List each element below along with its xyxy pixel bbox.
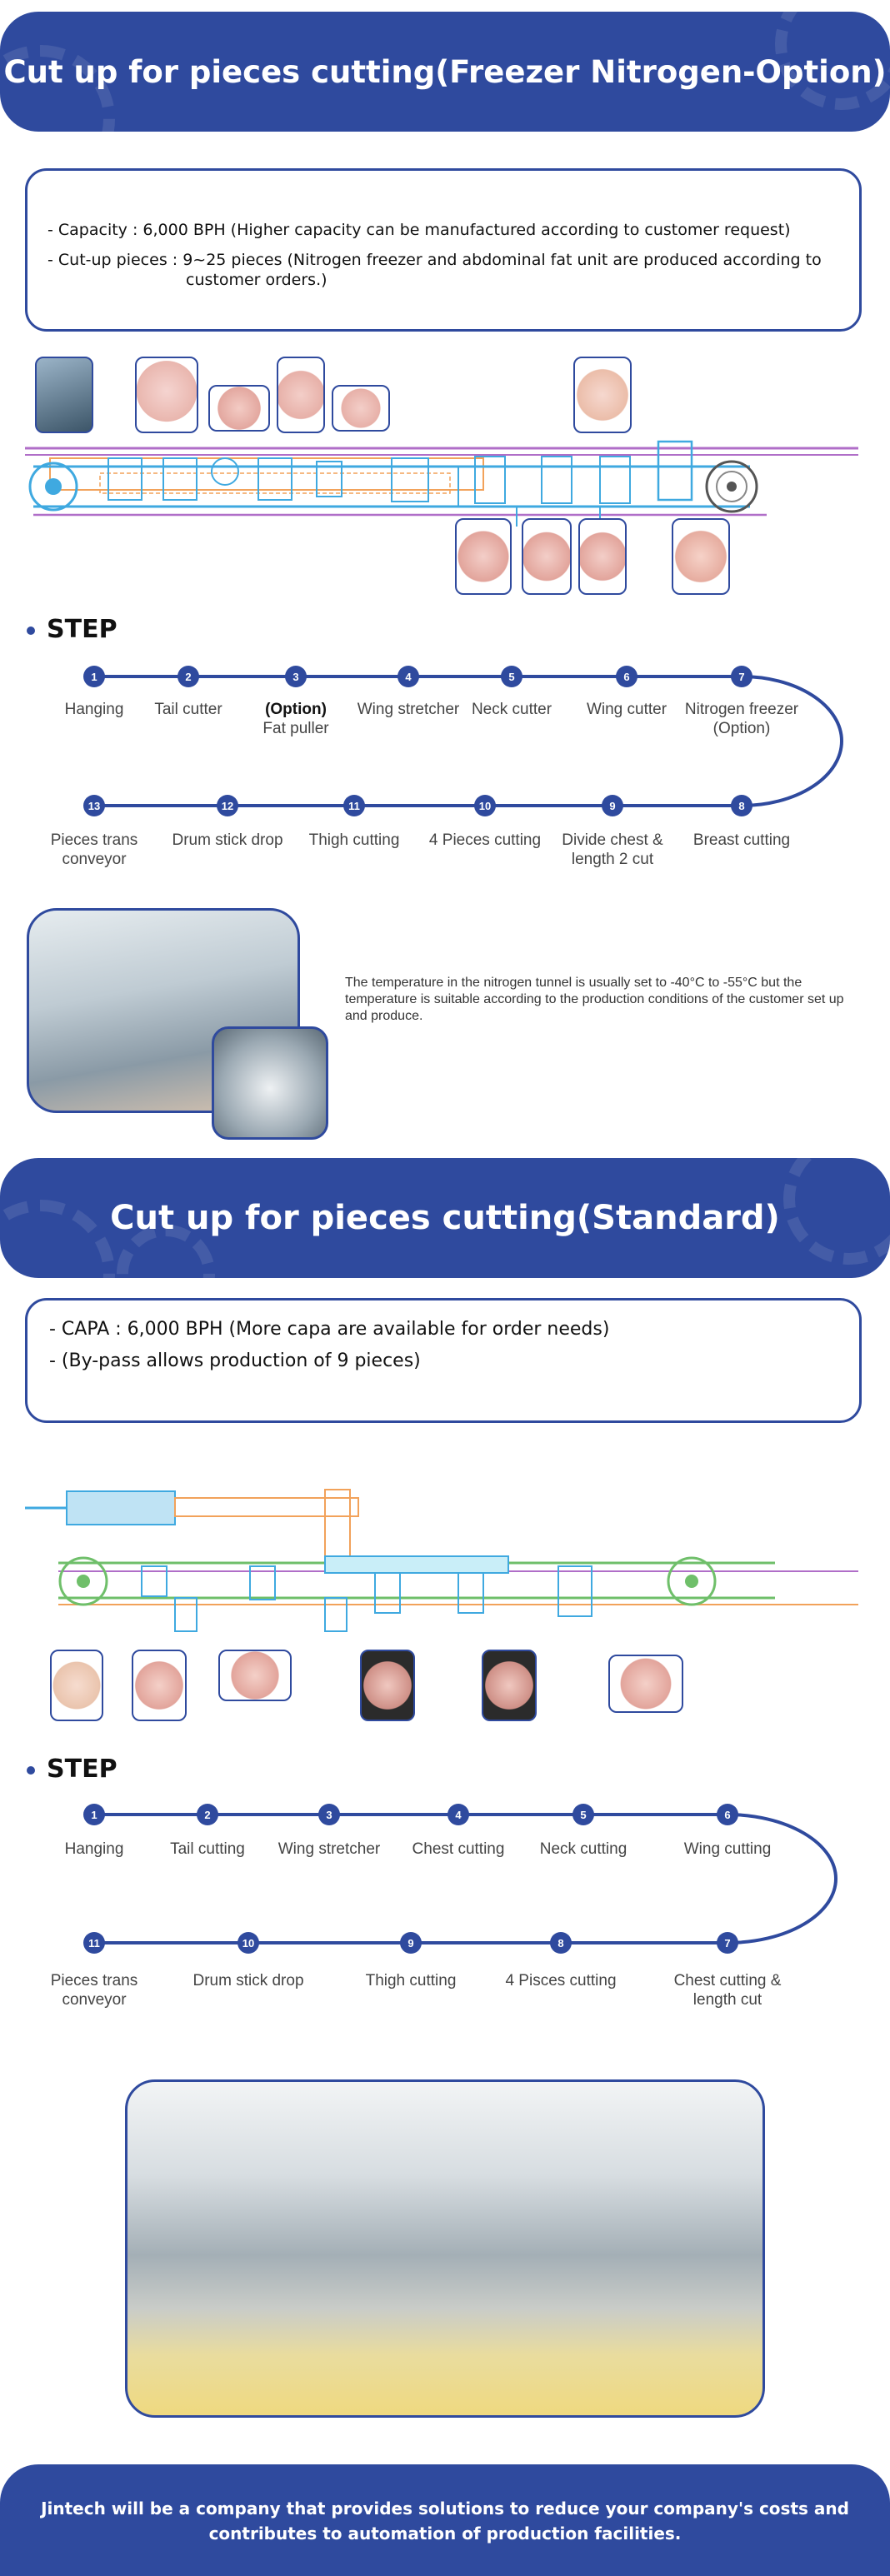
step-number-8: 8 <box>738 800 745 812</box>
section2-info-box <box>25 1298 862 1423</box>
step-label-text: Tail cutting <box>170 1840 245 1858</box>
step-number-2: 2 <box>204 1809 211 1821</box>
chicken-piece-image <box>208 385 270 432</box>
step-number-3: 3 <box>326 1809 332 1821</box>
step-label-3 <box>233 700 358 738</box>
step-label-text: Divide chest & length 2 cut <box>562 831 663 868</box>
company-footer <box>0 2464 890 2576</box>
cutup-pieces-line: - Cut-up pieces : 9~25 pieces (Nitrogen freezer and abdominal fat unit are produced according to <box>48 251 822 269</box>
section1-step-heading <box>27 615 118 644</box>
step-label-1 <box>32 1840 157 1859</box>
step-label-text: Pieces trans conveyor <box>50 1972 138 2009</box>
step-number-9: 9 <box>408 1937 414 1949</box>
section2-title: Cut up for pieces cutting(Standard) <box>110 1199 780 1237</box>
step-number-6: 6 <box>623 671 630 683</box>
step-label-3 <box>267 1840 392 1859</box>
chicken-piece-image <box>135 357 198 433</box>
step-label-8 <box>498 1971 623 1990</box>
step-label-5 <box>521 1840 646 1859</box>
step-number-9: 9 <box>609 800 616 812</box>
step-label-text: Fat puller <box>262 720 329 737</box>
step-label-text: Nitrogen freezer (Option) <box>684 701 799 737</box>
step-number-10: 10 <box>242 1937 255 1949</box>
hanging-machine-photo <box>35 357 93 433</box>
step-label-2 <box>126 700 251 719</box>
step-label-10 <box>422 831 548 850</box>
chicken-piece-image <box>218 1650 292 1701</box>
step-label-7 <box>679 700 804 738</box>
standard-line-diagram <box>25 1473 867 1640</box>
step-label-9 <box>348 1971 473 1990</box>
step-number-2: 2 <box>185 671 192 683</box>
step-label-12 <box>165 831 290 850</box>
step-label-10 <box>186 1971 311 1990</box>
standard-factory-photo <box>125 2079 765 2418</box>
step-heading-text: STEP <box>47 1755 118 1784</box>
step-label-text: Breast cutting <box>692 831 791 849</box>
step-label-11 <box>292 831 417 850</box>
step-option-tag: (Option) <box>265 701 327 718</box>
bullet-dot-icon <box>27 1766 35 1775</box>
step-number-1: 1 <box>91 1809 98 1821</box>
step-number-11: 11 <box>348 800 360 812</box>
step-label-text: Neck cutter <box>471 701 552 718</box>
chicken-piece-image <box>578 518 627 595</box>
step-label-text: Hanging <box>64 1840 124 1858</box>
step-track-line <box>94 676 842 806</box>
chicken-piece-image <box>277 357 325 433</box>
step-number-4: 4 <box>455 1809 462 1821</box>
chicken-piece-image <box>672 518 730 595</box>
step-label-text: Drum stick drop <box>192 1972 304 1989</box>
footer-line-2: contributes to automation of production facilities. <box>208 2524 682 2544</box>
step-label-7 <box>665 1971 790 2009</box>
step-label-6 <box>564 700 689 719</box>
nitrogen-tunnel-photo <box>212 1026 328 1140</box>
capa-line: - CAPA : 6,000 BPH (More capa are available for order needs) <box>49 1319 610 1340</box>
footer-line-1: Jintech will be a company that provides solutions to reduce your company's costs and <box>41 2499 849 2519</box>
section1-banner <box>0 12 890 132</box>
step-number-5: 5 <box>508 671 515 683</box>
step-label-text: 4 Pisces cutting <box>505 1972 617 1989</box>
chicken-piece-image <box>522 518 572 595</box>
step-label-6 <box>665 1840 790 1859</box>
step-label-5 <box>449 700 574 719</box>
step-number-6: 6 <box>724 1809 731 1821</box>
chicken-piece-image <box>332 385 390 432</box>
section1-step-track <box>0 658 890 825</box>
step-label-text: Thigh cutting <box>308 831 400 849</box>
step-label-text: Pieces trans conveyor <box>50 831 138 868</box>
step-label-text: Neck cutting <box>539 1840 628 1858</box>
step-label-text: Chest cutting <box>412 1840 505 1858</box>
bullet-dot-icon <box>27 627 35 635</box>
step-label-8 <box>679 831 804 850</box>
chicken-piece-image <box>482 1650 537 1721</box>
step-number-5: 5 <box>580 1809 587 1821</box>
step-label-text: Thigh cutting <box>365 1972 457 1989</box>
step-number-8: 8 <box>558 1937 564 1949</box>
nitrogen-temperature-note: The temperature in the nitrogen tunnel is usually set to -40°C to -55°C but the temperature is suitable according to the production conditions of the customer set up and produce. <box>345 976 844 1023</box>
step-track-line <box>94 1815 836 1943</box>
step-label-text: 4 Pieces cutting <box>428 831 542 849</box>
chicken-piece-image <box>50 1650 103 1721</box>
step-label-text: Tail cutter <box>154 701 222 718</box>
step-label-11 <box>32 1971 157 2009</box>
step-label-text: Wing stretcher <box>278 1840 381 1858</box>
step-number-13: 13 <box>88 800 101 812</box>
step-number-1: 1 <box>91 671 98 683</box>
chicken-piece-image <box>132 1650 187 1721</box>
chicken-piece-image <box>455 518 512 595</box>
step-label-9 <box>550 831 675 869</box>
section2-step-track <box>0 1800 890 1966</box>
cutup-pieces-line-2: customer orders.) <box>186 271 328 289</box>
step-number-12: 12 <box>221 800 234 812</box>
step-number-11: 11 <box>88 1937 100 1949</box>
step-number-7: 7 <box>738 671 745 683</box>
step-label-2 <box>145 1840 270 1859</box>
step-number-4: 4 <box>405 671 412 683</box>
gear-icon <box>0 1200 115 1278</box>
section1-info-box <box>25 168 862 332</box>
gear-icon <box>783 1158 890 1265</box>
step-heading-text: STEP <box>47 615 118 644</box>
step-number-7: 7 <box>724 1937 731 1949</box>
step-label-text: Drum stick drop <box>172 831 283 849</box>
step-label-text: Wing cutter <box>586 701 668 718</box>
chicken-piece-image <box>608 1655 683 1713</box>
step-label-13 <box>32 831 157 869</box>
bypass-line: - (By-pass allows production of 9 pieces) <box>49 1350 421 1371</box>
step-label-text: Wing cutting <box>683 1840 772 1858</box>
step-label-4 <box>396 1840 521 1859</box>
chicken-piece-image <box>360 1650 415 1721</box>
step-number-10: 10 <box>478 800 492 812</box>
capacity-line: - Capacity : 6,000 BPH (Higher capacity can be manufactured according to customer request) <box>48 221 791 239</box>
section2-banner <box>0 1158 890 1278</box>
chicken-piece-image <box>573 357 632 433</box>
section1-title: Cut up for pieces cutting(Freezer Nitrogen-Option) <box>3 53 887 90</box>
step-number-3: 3 <box>292 671 299 683</box>
step-label-text: Hanging <box>64 701 124 718</box>
step-label-text: Chest cutting & length cut <box>673 1972 782 2009</box>
step-label-text: Wing stretcher <box>357 701 460 718</box>
section2-step-heading <box>27 1755 118 1784</box>
